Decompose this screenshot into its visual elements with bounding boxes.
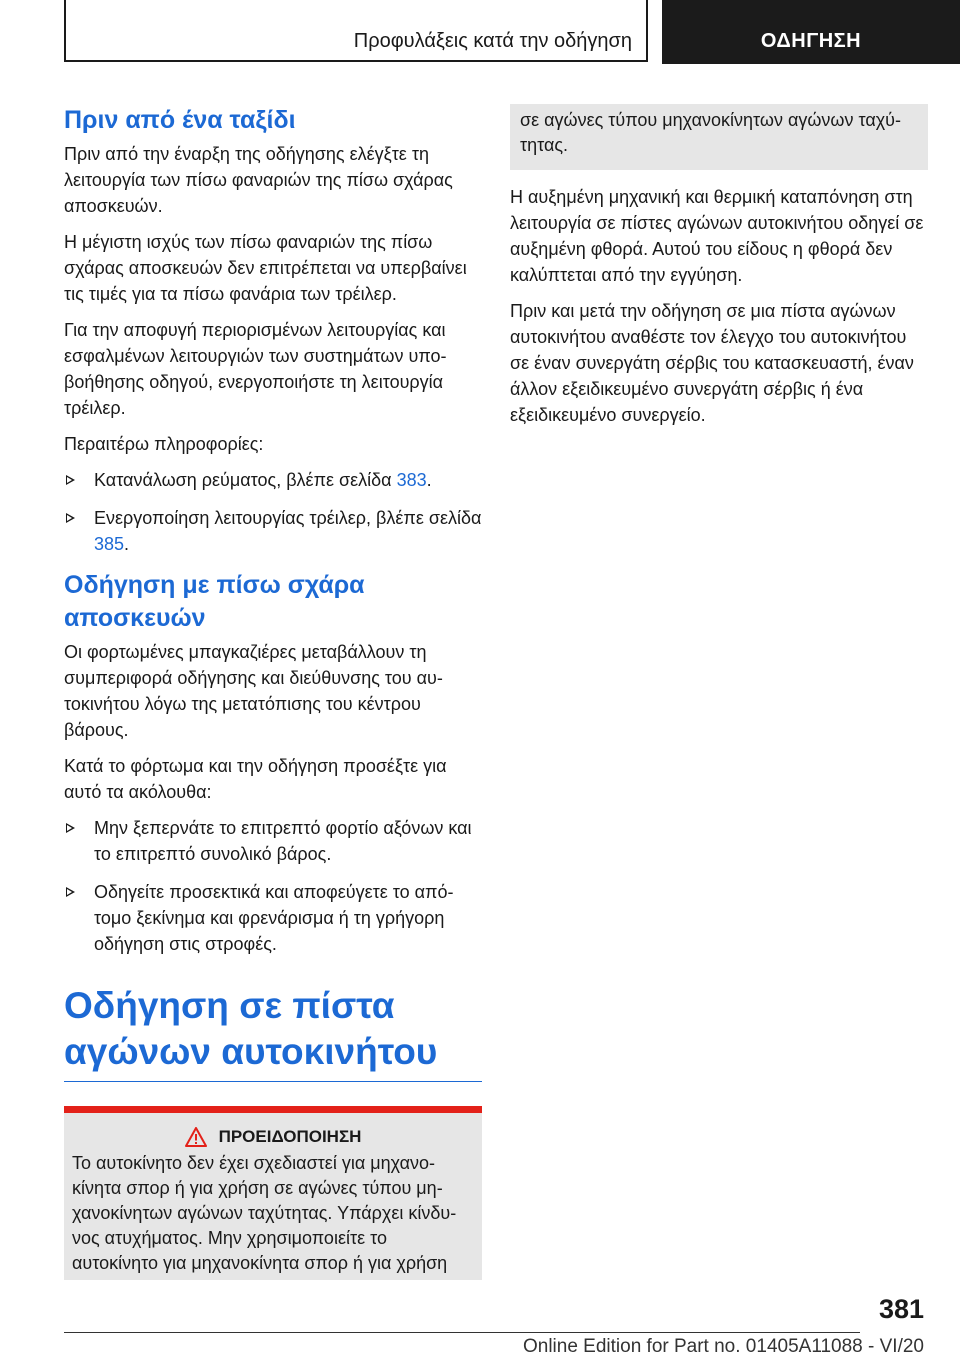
heading-before-trip: Πριν από ένα ταξίδι (64, 106, 296, 134)
bullet-list (64, 815, 482, 957)
warning-box (64, 1106, 482, 1280)
paragraph: Περαιτέρω πληροφορίες: (64, 434, 264, 454)
paragraph: Η μέγιστη ισχύς των πίσω φαναριών της πίσω σχάρας αποσκευών δεν επιτρέπεται να υπερβαίνει τις τιμές για τα πίσω φανάρια των τρέιλερ. (64, 232, 467, 304)
list-item-text: Κατανάλωση ρεύματος, βλέπε σελίδα (94, 470, 397, 490)
footer-edition: Online Edition for Part no. 01405A11088 - VI/20 (522, 1336, 924, 1357)
warning-title: ΠΡΟΕΙΔΟΠΟΙΗΣΗ (218, 1127, 362, 1146)
paragraph: Πριν και μετά την οδήγηση σε μια πίστα αγώνων αυτοκινήτου αναθέστε τον έλεγχο του αυτοκινήτου σε έναν συνεργάτη σέρβις του κατασκευαστή, έναν άλλον εξειδικευμένο συνεργάτη σέρβις ή ένα εξειδικευμένο συνεργείο. (510, 301, 914, 425)
page-link-385[interactable]: 385 (94, 534, 125, 554)
right-column (510, 104, 928, 438)
paragraph: Πριν από την έναρξη της οδήγησης ελέγξτε τη λειτουργία των πίσω φαναριών της πίσω σχάρας αποσκευών. (64, 144, 453, 216)
list-item-text: Μην ξεπερνάτε το επιτρεπτό φορτίο αξόνων και το επιτρεπτό συνολικό βάρος. (94, 818, 472, 864)
bullet-list (64, 467, 482, 557)
left-column (64, 104, 482, 1280)
paragraph: Κατά το φόρτωμα και την οδήγηση προσέξτε για αυτό τα ακόλουθα: (64, 756, 447, 802)
warning-text: Το αυτοκίνητο δεν έχει σχεδιαστεί για μηχανοκίνητα σπορ ή για χρήση σε αγώνες τύπου μηχανοκίνητων αγώνων ταχύτητας. Υπάρχει κίνδυνος ατυχήματος. Μην χρησιμοποιείτε το αυτοκίνητο για μηχανοκίνητα σπορ ή για χρήση (72, 1153, 457, 1273)
list-item (64, 505, 482, 557)
list-item (64, 467, 482, 493)
warning-triangle-icon (185, 1127, 207, 1147)
list-item (64, 815, 482, 867)
warning-text-continued: σε αγώνες τύπου μηχανοκίνητων αγώνων ταχύτητας. (520, 110, 902, 155)
page-header (64, 0, 960, 64)
header-chapter-tab: ΟΔΗΓΗΣΗ (662, 0, 960, 64)
page-number: 381 (878, 1294, 924, 1324)
triangle-bullet-icon (66, 823, 75, 833)
triangle-bullet-icon (66, 513, 75, 523)
paragraph: Η αυξημένη μηχανική και θερμική καταπόνηση στη λειτουργία σε πίστες αγώνων αυτοκινήτου οδηγεί σε αυξημένη φθορά. Αυτού του είδους η φθορά δεν καλύπτεται από την εγγύηση. (510, 187, 924, 285)
list-item-end: . (426, 470, 432, 490)
paragraph: Οι φορτωμένες μπαγκαζιέρες μεταβάλλουν τη συμπεριφορά οδήγησης και διεύθυνσης του αυτοκινήτου λόγω της μετατόπισης του κέντρου βάρους. (64, 642, 443, 740)
paragraph: Για την αποφυγή περιορισμένων λειτουργίας και εσφαλμένων λειτουργιών των συστημάτων υποβοήθησης οδηγού, ενεργοποιήστε τη λειτουργία τρέιλερ. (64, 320, 447, 418)
warning-header (72, 1127, 474, 1147)
page-link-383[interactable]: 383 (396, 470, 427, 490)
heading-driving-with-rack: Οδήγηση με πίσω σχάρα αποσκευών (64, 571, 365, 632)
list-item-end: . (124, 534, 130, 554)
triangle-bullet-icon (66, 475, 75, 485)
heading-race-track: Οδήγηση σε πίστα αγώνων αυτοκινήτου (64, 983, 482, 1082)
header-section-title: Προφυλάξεις κατά την οδήγηση (64, 0, 648, 62)
footer-divider (64, 1332, 860, 1333)
triangle-bullet-icon (66, 887, 75, 897)
list-item-text: Οδηγείτε προσεκτικά και αποφεύγετε το απότομο ξεκίνημα και φρενάρισμα ή τη γρήγορη οδήγηση στις στροφές. (94, 882, 454, 954)
list-item (64, 879, 482, 957)
list-item-text: Ενεργοποίηση λειτουργίας τρέιλερ, βλέπε σελίδα (94, 508, 482, 528)
warning-box-continued (510, 104, 928, 170)
